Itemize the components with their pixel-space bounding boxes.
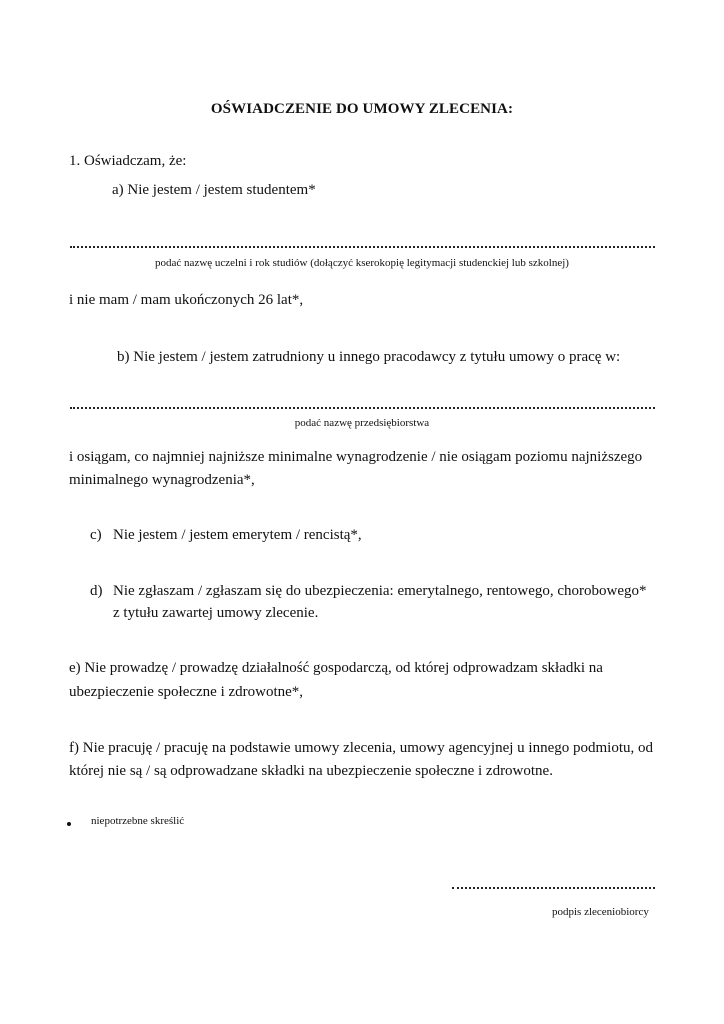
item-c-marker: c) [90, 527, 102, 543]
item-d-marker: d) [90, 583, 103, 599]
item-f-line1: f) Nie pracuję / pracuję na podstawie umowy zlecenia, umowy agencyjnej u innego podmiotu, od [69, 740, 653, 756]
item-c-text: Nie jestem / jestem emerytem / rencistą*, [113, 527, 362, 543]
item-d-line1: Nie zgłaszam / zgłaszam się do ubezpieczenia: emerytalnego, rentowego, chorobowego* [113, 583, 647, 599]
signature-caption: podpis zleceniobiorcy [552, 906, 649, 918]
signature-fill-line[interactable] [452, 884, 655, 889]
item-b-text: b) Nie jestem / jestem zatrudniony u innego pracodawcy z tytułu umowy o pracę w: [117, 349, 621, 365]
company-caption: podać nazwę przedsiębiorstwa [294, 417, 430, 429]
university-fill-line[interactable] [70, 243, 655, 248]
age-statement: i nie mam / mam ukończonych 26 lat*, [69, 292, 304, 308]
item-e-line1: e) Nie prowadzę / prowadzę działalność gospodarczą, od której odprowadzam składki na [69, 660, 603, 676]
page-title: OŚWIADCZENIE DO UMOWY ZLECENIA: [210, 101, 514, 117]
item-f-line2: której nie są / są odprowadzane składki na ubezpieczenie społeczne i zdrowotne. [69, 763, 553, 779]
item-a-text: a) Nie jestem / jestem studentem* [112, 182, 316, 198]
wage-statement-line2: minimalnego wynagrodzenia*, [69, 472, 255, 488]
item-e-line2: ubezpieczenie społeczne i zdrowotne*, [69, 684, 304, 700]
university-caption: podać nazwę uczelni i rok studiów (dołączyć kserokopię legitymacji studenckiej lub szkolnej) [155, 257, 569, 269]
item-d-line2: z tytułu zawartej umowy zlecenie. [113, 605, 319, 621]
section-heading: 1. Oświadczam, że: [69, 153, 187, 169]
company-fill-line[interactable] [70, 404, 655, 409]
wage-statement-line1: i osiągam, co najmniej najniższe minimalne wynagrodzenie / nie osiągam poziomu najniższego [69, 449, 643, 465]
bullet-icon [67, 822, 71, 826]
footnote: niepotrzebne skreślić [91, 815, 185, 827]
